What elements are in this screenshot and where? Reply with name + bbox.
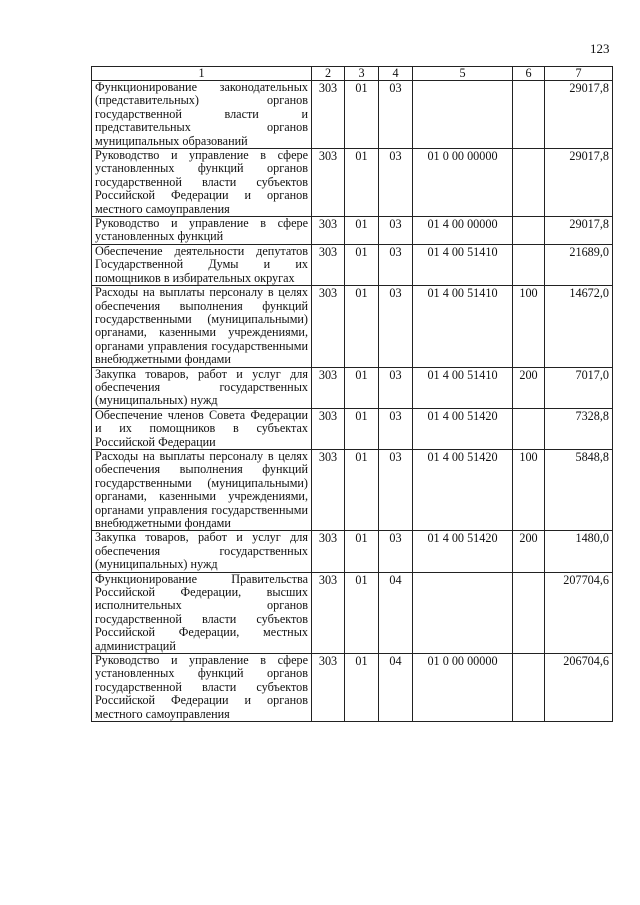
section-code: 01	[345, 149, 379, 217]
target-article-code: 01 0 00 00000	[413, 149, 513, 217]
subsection-code: 04	[379, 572, 413, 653]
row-name: Закупка товаров, работ и услуг для обеспечения государственных (муниципальных) нужд	[92, 367, 312, 408]
column-header: 1	[92, 67, 312, 81]
subsection-code: 03	[379, 449, 413, 530]
column-header: 5	[413, 67, 513, 81]
amount: 14672,0	[545, 286, 613, 367]
row-name: Функционирование Правительства Российской Федерации, высших исполнительных органов государственной власти субъектов Российской Федерации, местных администраций	[92, 572, 312, 653]
table-row	[92, 367, 613, 408]
amount: 21689,0	[545, 244, 613, 285]
section-code: 01	[345, 286, 379, 367]
target-article-code: 01 4 00 51420	[413, 531, 513, 572]
table-row	[92, 654, 613, 722]
column-header: 4	[379, 67, 413, 81]
ved-code: 303	[312, 531, 345, 572]
section-code: 01	[345, 572, 379, 653]
ved-code: 303	[312, 217, 345, 245]
expense-type-code	[513, 654, 545, 722]
target-article-code: 01 4 00 51410	[413, 286, 513, 367]
subsection-code: 03	[379, 367, 413, 408]
column-header: 7	[545, 67, 613, 81]
table-row	[92, 286, 613, 367]
section-code: 01	[345, 408, 379, 449]
amount: 206704,6	[545, 654, 613, 722]
column-header: 3	[345, 67, 379, 81]
ved-code: 303	[312, 244, 345, 285]
section-code: 01	[345, 367, 379, 408]
subsection-code: 03	[379, 81, 413, 149]
row-name: Функционирование законодательных (представительных) органов государственной власти и представительных органов муниципальных образований	[92, 81, 312, 149]
table-header	[92, 67, 613, 81]
subsection-code: 03	[379, 408, 413, 449]
subsection-code: 03	[379, 286, 413, 367]
expense-type-code	[513, 217, 545, 245]
amount: 7328,8	[545, 408, 613, 449]
target-article-code: 01 4 00 51420	[413, 449, 513, 530]
row-name: Расходы на выплаты персоналу в целях обеспечения выполнения функций государственными (муниципальными) органами, казенными учреждениями, органами управления государственными внебюджетными фондами	[92, 286, 312, 367]
ved-code: 303	[312, 367, 345, 408]
subsection-code: 04	[379, 654, 413, 722]
table-row	[92, 531, 613, 572]
row-name: Закупка товаров, работ и услуг для обеспечения государственных (муниципальных) нужд	[92, 531, 312, 572]
target-article-code: 01 4 00 51410	[413, 244, 513, 285]
table-row	[92, 217, 613, 245]
expense-type-code: 100	[513, 449, 545, 530]
page-number: 123	[590, 41, 610, 56]
subsection-code: 03	[379, 149, 413, 217]
row-name: Руководство и управление в сфере установленных функций	[92, 217, 312, 245]
amount: 29017,8	[545, 149, 613, 217]
amount: 7017,0	[545, 367, 613, 408]
section-code: 01	[345, 217, 379, 245]
row-name: Обеспечение членов Совета Федерации и их помощников в субъектах Российской Федерации	[92, 408, 312, 449]
ved-code: 303	[312, 572, 345, 653]
target-article-code: 01 4 00 51420	[413, 408, 513, 449]
target-article-code	[413, 572, 513, 653]
amount: 29017,8	[545, 81, 613, 149]
target-article-code: 01 0 00 00000	[413, 654, 513, 722]
subsection-code: 03	[379, 531, 413, 572]
budget-table	[91, 66, 613, 722]
table-row	[92, 244, 613, 285]
expense-type-code	[513, 244, 545, 285]
section-code: 01	[345, 81, 379, 149]
section-code: 01	[345, 654, 379, 722]
table-body	[92, 81, 613, 722]
subsection-code: 03	[379, 217, 413, 245]
amount: 207704,6	[545, 572, 613, 653]
table-row	[92, 408, 613, 449]
row-name: Обеспечение деятельности депутатов Государственной Думы и их помощников в избирательных округах	[92, 244, 312, 285]
target-article-code: 01 4 00 00000	[413, 217, 513, 245]
subsection-code: 03	[379, 244, 413, 285]
table-row	[92, 572, 613, 653]
expense-type-code	[513, 408, 545, 449]
amount: 1480,0	[545, 531, 613, 572]
row-name: Расходы на выплаты персоналу в целях обеспечения выполнения функций государственными (муниципальными) органами, казенными учреждениями, органами управления государственными внебюджетными фондами	[92, 449, 312, 530]
column-header: 6	[513, 67, 545, 81]
target-article-code	[413, 81, 513, 149]
amount: 5848,8	[545, 449, 613, 530]
column-header: 2	[312, 67, 345, 81]
expense-type-code	[513, 572, 545, 653]
expense-type-code	[513, 81, 545, 149]
ved-code: 303	[312, 81, 345, 149]
section-code: 01	[345, 531, 379, 572]
expense-type-code: 100	[513, 286, 545, 367]
table-row	[92, 81, 613, 149]
expense-type-code: 200	[513, 531, 545, 572]
expense-type-code	[513, 149, 545, 217]
amount: 29017,8	[545, 217, 613, 245]
ved-code: 303	[312, 149, 345, 217]
row-name: Руководство и управление в сфере установленных функций органов государственной власти субъектов Российской Федерации и органов местного самоуправления	[92, 654, 312, 722]
ved-code: 303	[312, 286, 345, 367]
row-name: Руководство и управление в сфере установленных функций органов государственной власти субъектов Российской Федерации и органов местного самоуправления	[92, 149, 312, 217]
table-row	[92, 449, 613, 530]
table-row	[92, 149, 613, 217]
section-code: 01	[345, 244, 379, 285]
section-code: 01	[345, 449, 379, 530]
target-article-code: 01 4 00 51410	[413, 367, 513, 408]
ved-code: 303	[312, 654, 345, 722]
ved-code: 303	[312, 449, 345, 530]
ved-code: 303	[312, 408, 345, 449]
expense-type-code: 200	[513, 367, 545, 408]
